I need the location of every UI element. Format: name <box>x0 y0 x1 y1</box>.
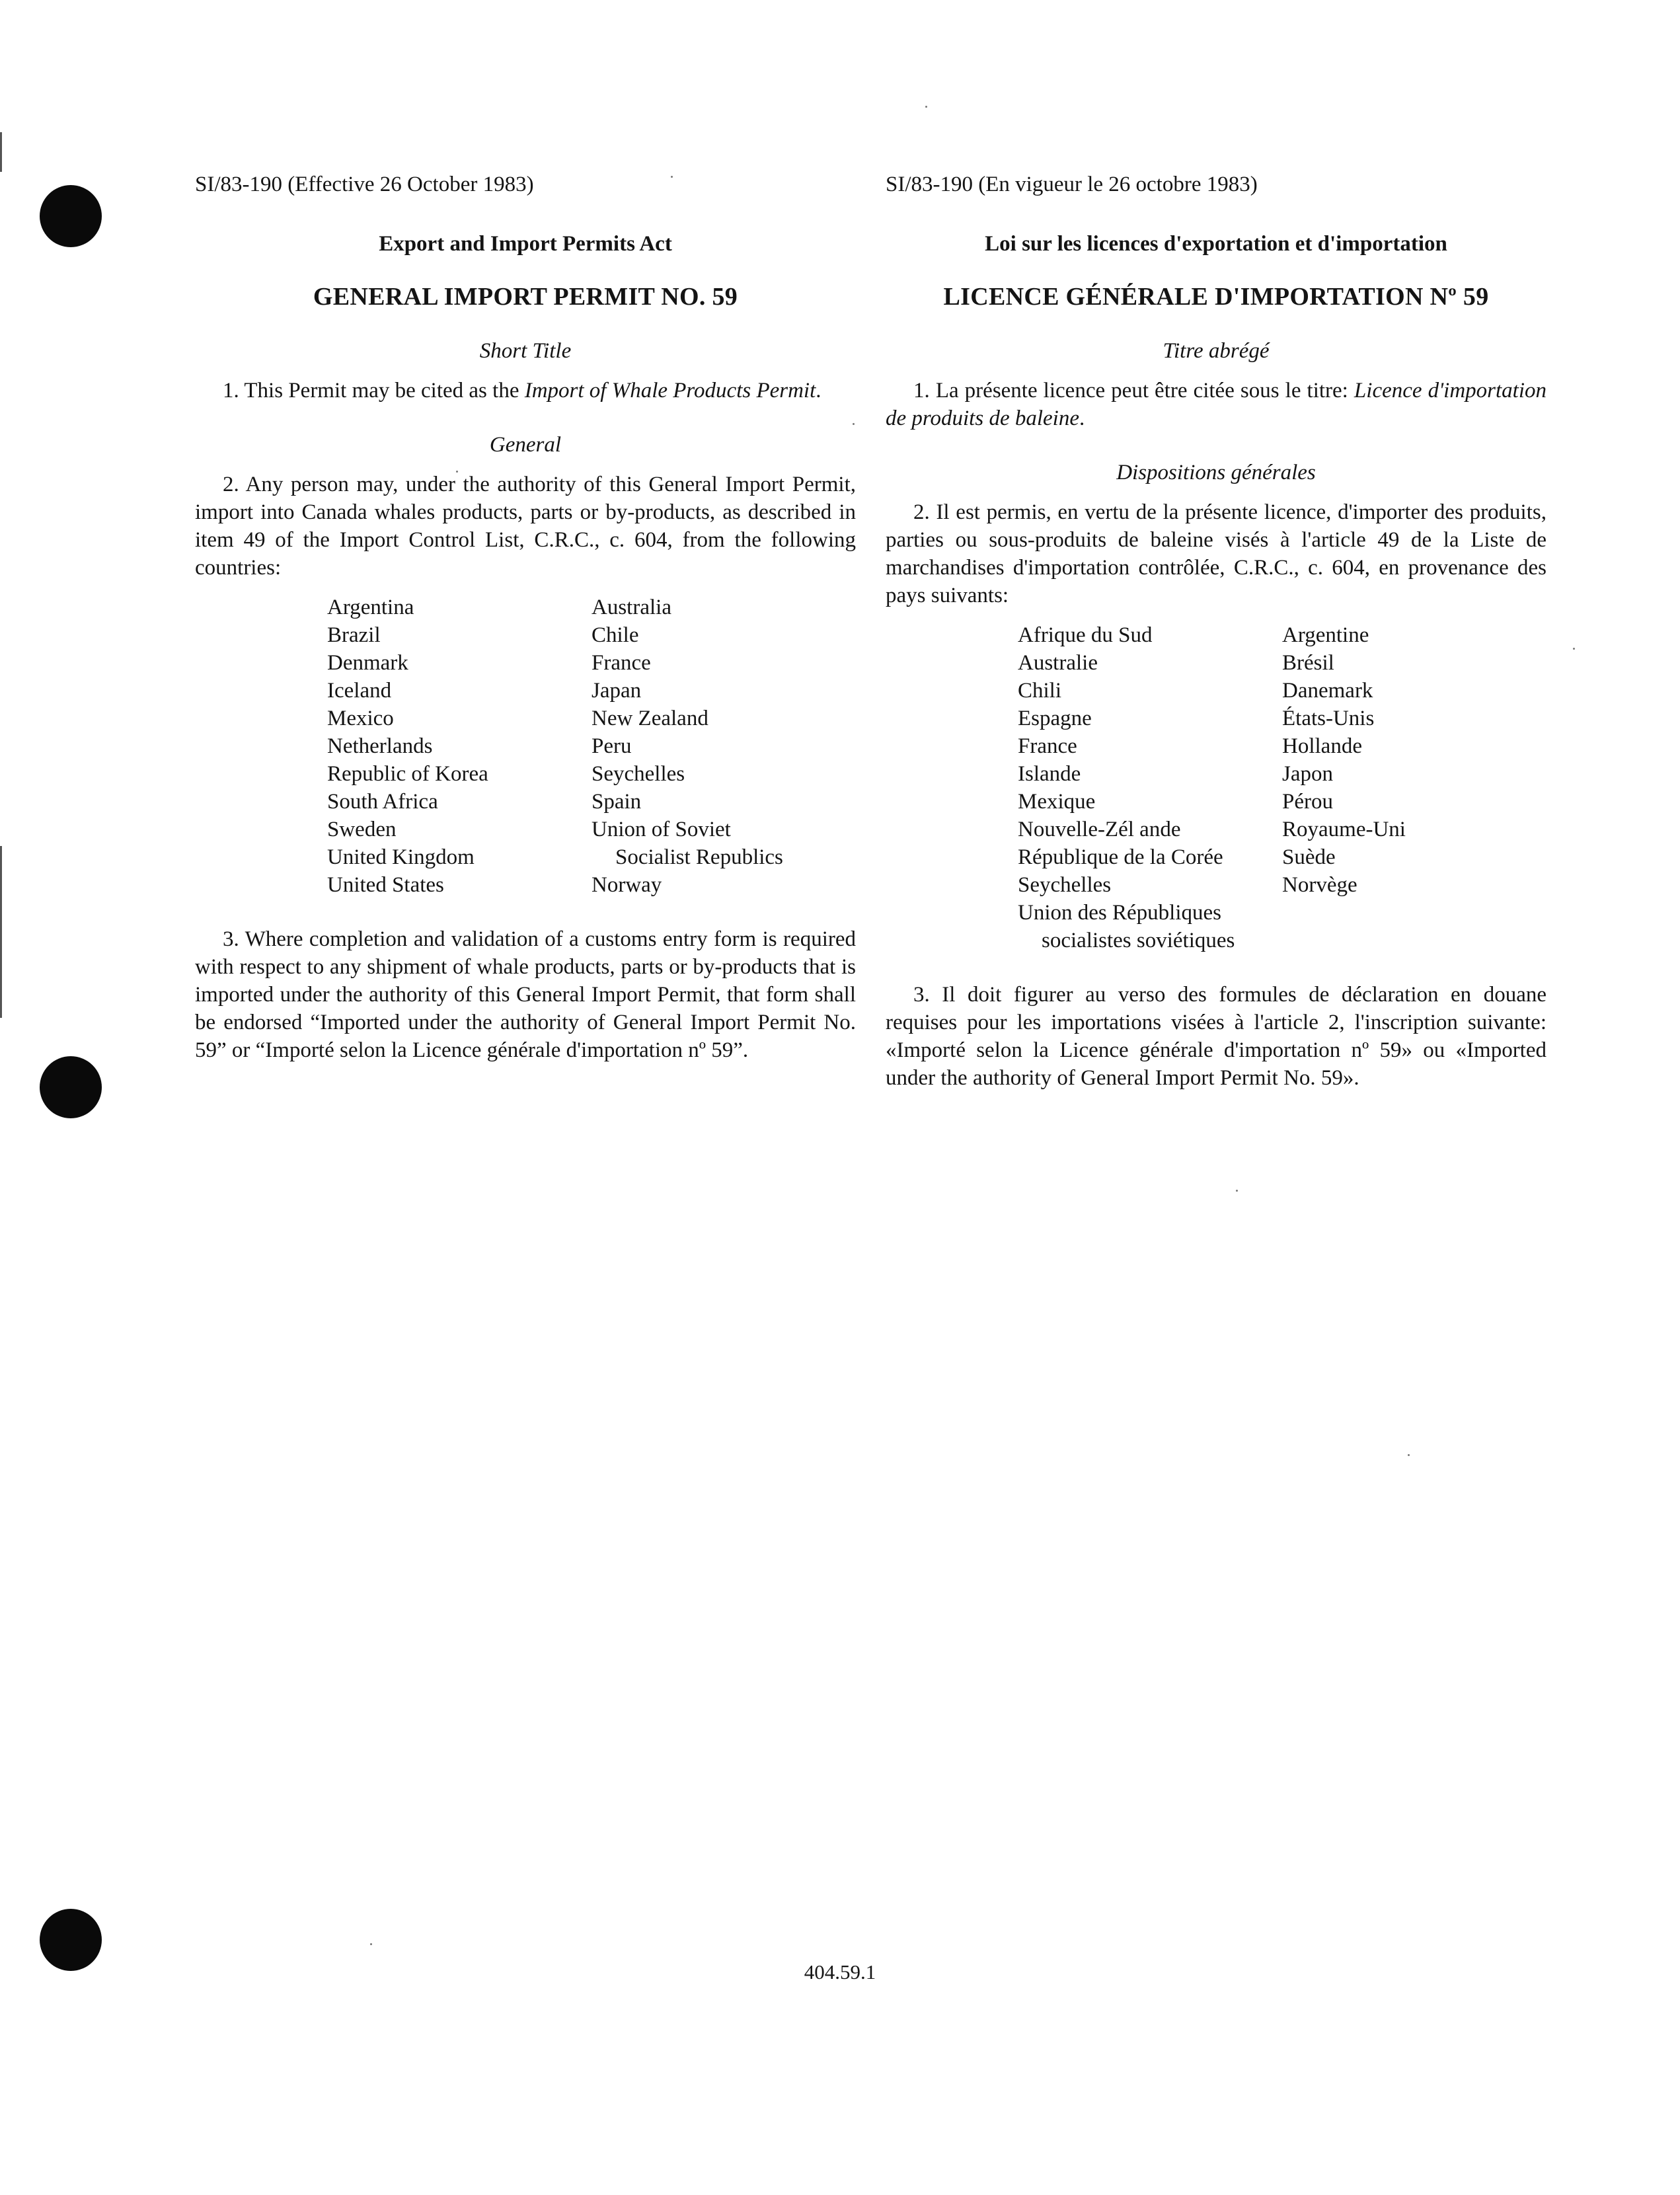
section-2-en: 2. Any person may, under the authority of this General Import Permit, import into Canada whales products, parts or by-products, as described in item 49 of the Import Control List, C.R.C., c. 604, from the following countries: <box>195 473 856 580</box>
heading-general-en: General <box>489 433 562 457</box>
country-item: Norvège <box>1282 873 1357 897</box>
country-item: Pérou <box>1282 790 1333 814</box>
country-list-en <box>195 594 856 899</box>
section-2-fr: 2. Il est permis, en vertu de la présente licence, d'importer des produits, parties ou sous-produits de baleine visés à l'article 49 de la Liste de marchandises d'importation contrôlée, C.R.C., c. 604, en provenance des pays suivants: <box>886 500 1546 607</box>
country-item: Seychelles <box>1018 873 1112 897</box>
permit-short-title-en: Import of Whale Products Permit <box>524 379 816 403</box>
country-item: Peru <box>592 734 632 758</box>
country-item: South Africa <box>327 790 438 814</box>
permit-title-en: GENERAL IMPORT PERMIT NO. 59 <box>313 283 738 311</box>
country-list-fr <box>886 621 1546 954</box>
country-item: Union of Soviet <box>592 818 731 841</box>
binder-hole-top <box>40 185 102 247</box>
country-item: Japan <box>592 679 642 703</box>
permit-short-title-fr: Licence d'importation de produits de baleine <box>886 379 1547 430</box>
country-item: Brésil <box>1282 651 1334 675</box>
country-item: Argentine <box>1282 623 1369 647</box>
country-item: Seychelles <box>592 762 685 786</box>
country-item: États-Unis <box>1282 707 1375 730</box>
country-item: Suède <box>1282 845 1336 869</box>
country-item: Islande <box>1018 762 1081 786</box>
country-item: Danemark <box>1282 679 1373 703</box>
citation-fr: SI/83-190 (En vigueur le 26 octobre 1983) <box>886 173 1258 196</box>
section-3-en: 3. Where completion and validation of a customs entry form is required with respect to any shipment of whale products, parts or by-products that is imported under the authority of this General Import Permit, that form shall be endorsed “Imported under the authority of General Import Permit No. 59” or “Importé selon la Licence générale d'importation nº 59”. <box>195 927 856 1062</box>
country-item: France <box>592 651 651 675</box>
section-1-fr: 1. La présente licence peut être citée sous le titre: Licence d'importation de produits de baleine. <box>886 379 1547 430</box>
country-item: Mexique <box>1018 790 1096 814</box>
country-item: République de la Corée <box>1018 845 1223 869</box>
country-item: Denmark <box>327 651 408 675</box>
act-name-en: Export and Import Permits Act <box>379 232 672 256</box>
country-item: Socialist Republics <box>615 845 783 869</box>
country-item: Hollande <box>1282 734 1362 758</box>
country-item: Mexico <box>327 707 394 730</box>
country-item: Republic of Korea <box>327 762 488 786</box>
country-item: Brazil <box>327 623 381 647</box>
country-item: Spain <box>592 790 642 814</box>
country-item: socialistes soviétiques <box>1042 929 1235 952</box>
country-item: Nouvelle-Zél ande <box>1018 818 1181 841</box>
country-item: Chili <box>1018 679 1062 703</box>
english-column <box>195 171 856 1064</box>
country-item: Chile <box>592 623 639 647</box>
country-item: Argentina <box>327 596 414 619</box>
country-item: United States <box>327 873 444 897</box>
country-item: France <box>1018 734 1077 758</box>
page-number: 404.59.1 <box>804 1960 876 1983</box>
country-item: Espagne <box>1018 707 1092 730</box>
permit-title-fr: LICENCE GÉNÉRALE D'IMPORTATION Nº 59 <box>943 283 1489 311</box>
french-column <box>886 171 1546 1092</box>
section-1-en: 1. This Permit may be cited as the Import of Whale Products Permit. <box>223 379 821 403</box>
country-item: New Zealand <box>592 707 708 730</box>
country-item: Norway <box>592 873 662 897</box>
heading-general-fr: Dispositions générales <box>1116 461 1316 484</box>
country-item: Iceland <box>327 679 392 703</box>
country-item <box>1282 927 1546 954</box>
country-item: Sweden <box>327 818 397 841</box>
country-item: Afrique du Sud <box>1018 623 1153 647</box>
country-item: Australie <box>1018 651 1098 675</box>
binder-hole-middle <box>40 1056 102 1118</box>
section-3-fr: 3. Il doit figurer au verso des formules de déclaration en douane requises pour les importations visées à l'article 2, l'inscription suivante: «Importé selon la Licence générale d'importation nº 59» ou «Imported under the authority of General Import Permit No. 59». <box>886 983 1546 1090</box>
heading-short-title-en: Short Title <box>479 339 572 363</box>
country-item: Union des Républiques <box>1018 901 1221 925</box>
country-item <box>1282 899 1546 927</box>
scan-edge-mark <box>0 846 2 1018</box>
country-item: Royaume-Uni <box>1282 818 1406 841</box>
country-item: United Kingdom <box>327 845 475 869</box>
citation-en: SI/83-190 (Effective 26 October 1983) <box>195 173 534 196</box>
heading-short-title-fr: Titre abrégé <box>1163 339 1270 363</box>
scan-edge-mark <box>0 132 2 172</box>
country-item: Australia <box>592 596 671 619</box>
country-item: Netherlands <box>327 734 433 758</box>
act-name-fr: Loi sur les licences d'exportation et d'importation <box>985 232 1447 256</box>
country-item: Japon <box>1282 762 1333 786</box>
